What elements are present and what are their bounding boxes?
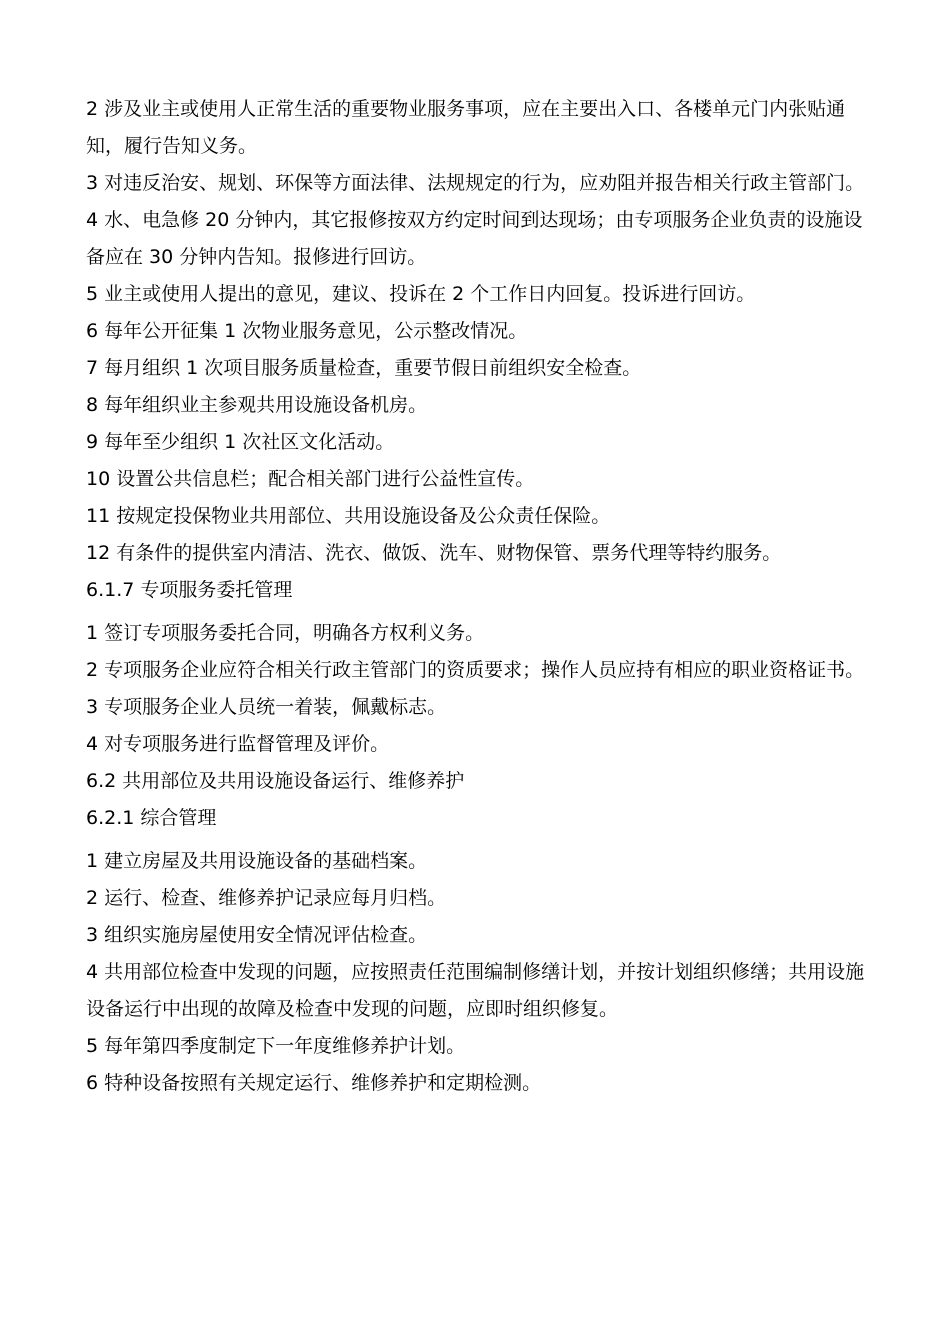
section-heading-6-2-1: 6.2.1 综合管理: [86, 807, 217, 829]
clause-8: 8 每年组织业主参观共用设施设备机房。: [86, 394, 428, 416]
clause-9: 9 每年至少组织 1 次社区文化活动。: [86, 431, 395, 453]
clause-3: 3 对违反治安、规划、环保等方面法律、法规规定的行为，应劝阻并报告相关行政主管部门。: [86, 172, 865, 194]
clause-617-4: 4 对专项服务进行监督管理及评价。: [86, 733, 390, 755]
clause-5: 5 业主或使用人提出的意见，建议、投诉在 2 个工作日内回复。投诉进行回访。: [86, 283, 756, 305]
section-heading-6-1-7: 6.1.7 专项服务委托管理: [86, 579, 293, 601]
clause-6: 6 每年公开征集 1 次物业服务意见，公示整改情况。: [86, 320, 528, 342]
clause-11: 11 按规定投保物业共用部位、共用设施设备及公众责任保险。: [86, 505, 611, 527]
clause-10: 10 设置公共信息栏；配合相关部门进行公益性宣传。: [86, 468, 535, 490]
section-heading-6-2: 6.2 共用部位及共用设施设备运行、维修养护: [86, 770, 465, 792]
clause-621-3: 3 组织实施房屋使用安全情况评估检查。: [86, 924, 428, 946]
clause-621-2: 2 运行、检查、维修养护记录应每月归档。: [86, 887, 447, 909]
clause-617-1: 1 签订专项服务委托合同，明确各方权利义务。: [86, 622, 485, 644]
clause-2: 2 涉及业主或使用人正常生活的重要物业服务事项，应在主要出入口、各楼单元门内张贴通知，履行告知义务。: [86, 98, 846, 157]
clause-617-3: 3 专项服务企业人员统一着装，佩戴标志。: [86, 696, 447, 718]
clause-621-1: 1 建立房屋及共用设施设备的基础档案。: [86, 850, 428, 872]
document-body: [86, 91, 876, 1102]
clause-4: 4 水、电急修 20 分钟内，其它报修按双方约定时间到达现场；由专项服务企业负责的设施设备应在 30 分钟内告知。报修进行回访。: [86, 209, 863, 268]
clause-621-5: 5 每年第四季度制定下一年度维修养护计划。: [86, 1035, 466, 1057]
clause-12: 12 有条件的提供室内清洁、洗衣、做饭、洗车、财物保管、票务代理等特约服务。: [86, 542, 782, 564]
clause-7: 7 每月组织 1 次项目服务质量检查，重要节假日前组织安全检查。: [86, 357, 642, 379]
clause-617-2: 2 专项服务企业应符合相关行政主管部门的资质要求；操作人员应持有相应的职业资格证书。: [86, 659, 865, 681]
clause-621-4: 4 共用部位检查中发现的问题，应按照责任范围编制修缮计划，并按计划组织修缮；共用设施设备运行中出现的故障及检查中发现的问题，应即时组织修复。: [86, 961, 865, 1020]
clause-621-6: 6 特种设备按照有关规定运行、维修养护和定期检测。: [86, 1072, 542, 1094]
